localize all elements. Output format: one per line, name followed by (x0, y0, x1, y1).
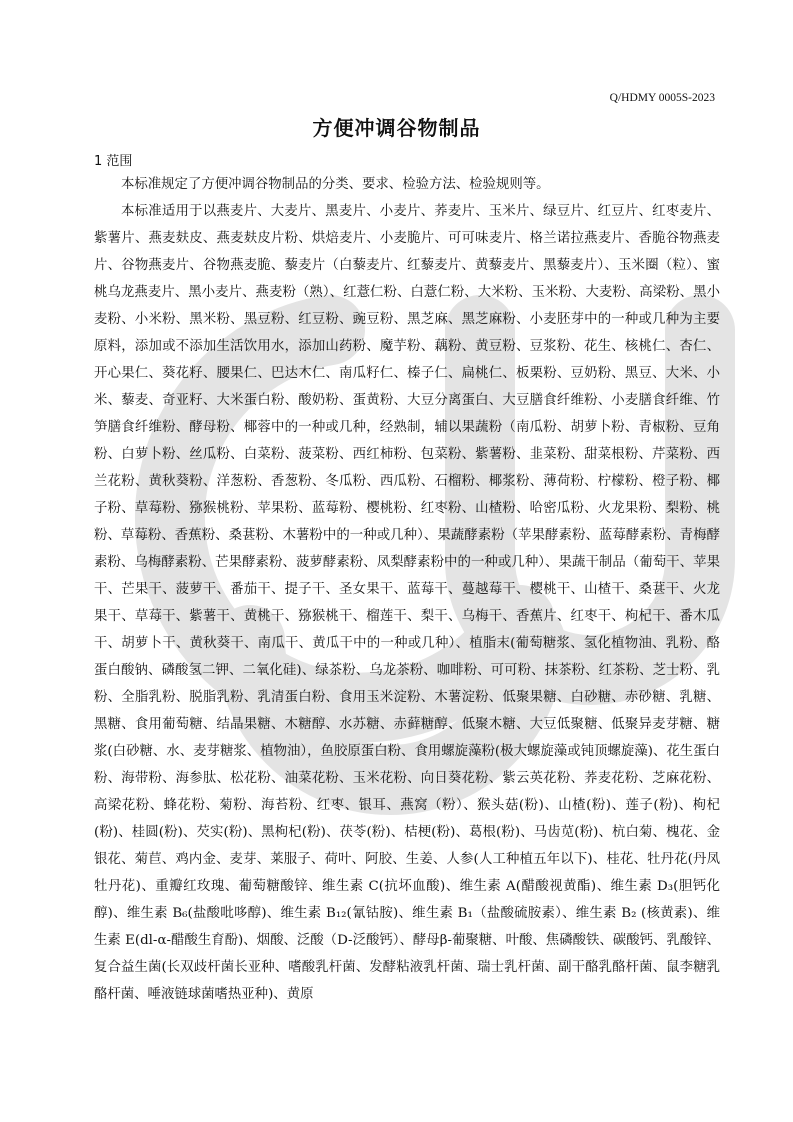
document-code: Q/HDMY 0005S-2023 (609, 92, 715, 104)
page-title: 方便冲调谷物制品 (312, 116, 481, 140)
section-heading-scope: 1 范围 (94, 154, 133, 169)
scope-paragraph-1: 本标准规定了方便冲调谷物制品的分类、要求、检验方法、检验规则等。 (121, 177, 550, 192)
scope-paragraph-2: 本标准适用于以燕麦片、大麦片、黑麦片、小麦片、荞麦片、玉米片、绿豆片、红豆片、红枣麦片、紫薯片、燕麦麸皮、燕麦麸皮片粉、烘焙麦片、小麦脆片、可可味麦片、格兰诺拉燕麦片、香脆谷物燕麦片、谷物燕麦片、谷物燕麦脆、藜麦片（白藜麦片、红藜麦片、黄藜麦片、黑藜麦片）、玉米圈（粒）、蜜桃乌龙燕麦片、黑小麦片、燕麦粉（熟）、红薏仁粉、白薏仁粉、大米粉、玉米粉、大麦粉、高梁粉、黑小麦粉、小米粉、黑米粉、黑豆粉、红豆粉、豌豆粉、黑芝麻、黑芝麻粉、小麦胚芽中的一种或几种为主要原料，添加或不添加生活饮用水，添加山药粉、魔芋粉、藕粉、黄豆粉、豆浆粉、花生、核桃仁、杏仁、开心果仁、葵花籽、腰果仁、巴达木仁、南瓜籽仁、榛子仁、扁桃仁、板栗粉、豆奶粉、黑豆、大米、小米、藜麦、奇亚籽、大米蛋白粉、酸奶粉、蛋黄粉、大豆分离蛋白、大豆膳食纤维粉、小麦膳食纤维、竹笋膳食纤维粉、酵母粉、椰蓉中的一种或几种，经熟制，辅以果蔬粉（南瓜粉、胡萝卜粉、青椒粉、豆角粉、白萝卜粉、丝瓜粉、白菜粉、菠菜粉、西红柿粉、包菜粉、紫薯粉、韭菜粉、甜菜根粉、芹菜粉、西兰花粉、黄秋葵粉、洋葱粉、香葱粉、冬瓜粉、西瓜粉、石榴粉、椰浆粉、薄荷粉、柠檬粉、橙子粉、椰子粉、草莓粉、猕猴桃粉、苹果粉、蓝莓粉、樱桃粉、红枣粉、山楂粉、哈密瓜粉、火龙果粉、梨粉、桃粉、草莓粉、香蕉粉、桑葚粉、木薯粉中的一种或几种）、果蔬酵素粉（苹果酵素粉、蓝莓酵素粉、青梅酵素粉、乌梅酵素粉、芒果酵素粉、菠萝酵素粉、凤梨酵素粉中的一种或几种）、果蔬干制品（葡萄干、苹果干、芒果干、菠萝干、番茄干、提子干、圣女果干、蓝莓干、蔓越莓干、樱桃干、山楂干、桑葚干、火龙果干、草莓干、紫薯干、黄桃干、猕猴桃干、榴莲干、梨干、乌梅干、香蕉片、红枣干、枸杞干、番木瓜干、胡萝卜干、黄秋葵干、南瓜干、黄瓜干中的一种或几种）、植脂末(葡萄糖浆、氢化植物油、乳粉、酪蛋白酸钠、磷酸氢二钾、二氧化硅)、绿茶粉、乌龙茶粉、咖啡粉、可可粉、抹茶粉、红茶粉、芝士粉、乳粉、全脂乳粉、脱脂乳粉、乳清蛋白粉、食用玉米淀粉、木薯淀粉、低聚果糖、白砂糖、赤砂糖、乳糖、黑糖、食用葡萄糖、结晶果糖、木糖醇、水苏糖、赤藓糖醇、低聚木糖、大豆低聚糖、低聚异麦芽糖、糖浆(白砂糖、水、麦芽糖浆、植物油），鱼胶原蛋白粉、食用螺旋藻粉(极大螺旋藻或钝顶螺旋藻)、花生蛋白粉、海带粉、海参肽、松花粉、油菜花粉、玉米花粉、向日葵花粉、紫云英花粉、荞麦花粉、芝麻花粉、高梁花粉、蜂花粉、菊粉、海苔粉、红枣、银耳、燕窝（粉）、猴头菇(粉)、山楂(粉)、莲子(粉)、枸杞(粉)、桂圆(粉)、芡实(粉)、黑枸杞(粉)、茯苓(粉)、桔梗(粉)、葛根(粉)、马齿苋(粉)、杭白菊、槐花、金银花、菊苣、鸡内金、麦芽、莱服子、荷叶、阿胶、生姜、人参(人工种植五年以下)、桂花、牡丹花(丹凤牡丹花)、重瓣红玫瑰、葡萄糖酸锌、维生素 C(抗坏血酸)、维生素 A(醋酸视黄酯)、维生素 D₃(胆钙化醇)、维生素 B₆(盐酸吡哆醇)、维生素 B₁₂(氰钴胺)、维生素 B₁（盐酸硫胺素）、维生素 B₂ (核黄素)、维生素 E(dl-α-醋酸生育酚)、烟酸、泛酸（D-泛酸钙）、酵母β-葡聚糖、叶酸、焦磷酸铁、碳酸钙、乳酸锌、复合益生菌(长双歧杆菌长亚种、嗜酸乳杆菌、发酵粘液乳杆菌、瑞士乳杆菌、副干酪乳酪杆菌、鼠李糖乳酪杆菌、唾液链球菌嗜热亚种)、黄原 (94, 204, 720, 1002)
